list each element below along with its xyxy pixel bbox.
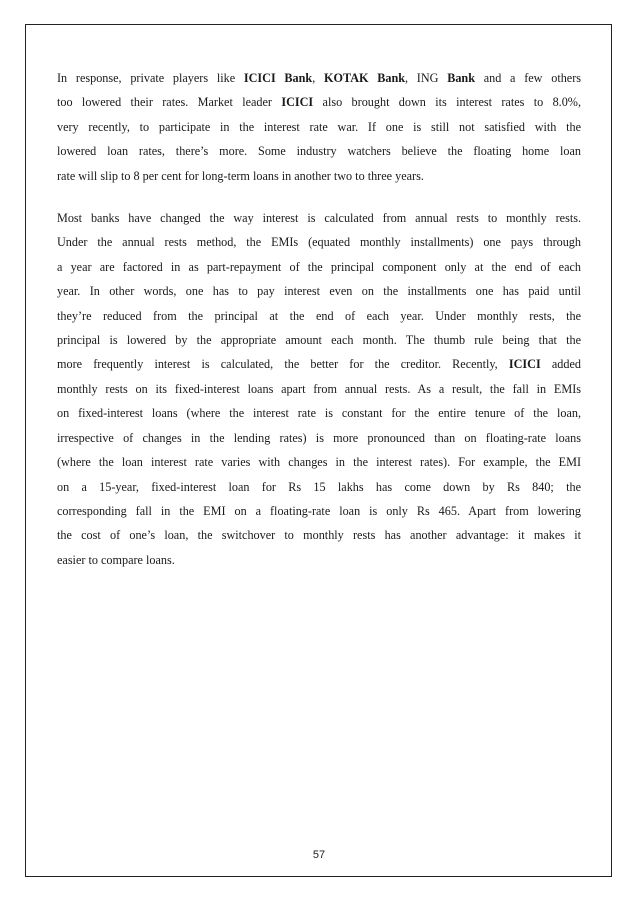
- text-line: [57, 499, 581, 523]
- text-line: [57, 328, 581, 352]
- text-run: the cost of one’s loan, the switchover to monthly rests has another advantage: it makes it: [57, 528, 581, 543]
- text-run: corresponding fall in the EMI on a floating-rate loan is only Rs 465. Apart from lowering: [57, 503, 581, 518]
- text-line: [57, 255, 581, 279]
- bold-text-run: ICICI: [508, 357, 541, 372]
- page-number: 57: [312, 849, 326, 861]
- text-run: on fixed-interest loans (where the interest rate is constant for the entire tenure of the loan,: [57, 406, 581, 421]
- text-run: lowered loan rates, there’s more. Some industry watchers believe the floating home loan: [57, 144, 581, 159]
- text-run: ,: [312, 71, 325, 85]
- bold-text-run: ICICI: [281, 95, 314, 110]
- text-run: easier to compare loans.: [57, 552, 175, 567]
- text-line: [57, 66, 581, 90]
- text-line: [57, 475, 581, 499]
- text-line: [57, 279, 581, 303]
- text-run: Most banks have changed the way interest is calculated from annual rests to monthly rests.: [57, 211, 581, 226]
- text-line: [57, 90, 581, 114]
- text-line: [57, 304, 581, 328]
- text-run: also brought down its interest rates to 8.0%,: [313, 95, 581, 110]
- text-line: [57, 164, 581, 188]
- text-run: principal is lowered by the appropriate amount each month. The thumb rule being that the: [57, 333, 581, 348]
- document-body: [57, 66, 581, 572]
- text-run: monthly rests on its fixed-interest loans apart from annual rests. As a result, the fall in EMIs: [57, 381, 581, 396]
- text-run: year. In other words, one has to pay interest even on the installments one has paid until: [57, 284, 581, 299]
- text-line: [57, 352, 581, 376]
- bold-text-run: Bank: [447, 71, 475, 85]
- text-line: [57, 523, 581, 547]
- text-line: [57, 377, 581, 401]
- text-line: [57, 426, 581, 450]
- text-run: on a 15-year, fixed-interest loan for Rs 15 lakhs has come down by Rs 840; the: [57, 479, 581, 494]
- text-run: they’re reduced from the principal at the end of each year. Under monthly rests, the: [57, 308, 581, 323]
- bold-text-run: ICICI Bank: [243, 71, 313, 85]
- paragraph-private-players: [57, 66, 581, 188]
- text-run: In response, private players like: [57, 71, 244, 85]
- text-run: , ING: [405, 71, 448, 85]
- text-line: [57, 115, 581, 139]
- text-line: [57, 139, 581, 163]
- text-line: [57, 206, 581, 230]
- text-run: added: [540, 357, 581, 372]
- text-run: very recently, to participate in the interest rate war. If one is still not satisfied with the: [57, 119, 581, 134]
- text-run: more frequently interest is calculated, the better for the creditor. Recently,: [57, 357, 509, 372]
- bold-text-run: KOTAK Bank: [324, 71, 405, 85]
- paragraph-gap: [57, 188, 581, 206]
- text-run: too lowered their rates. Market leader: [57, 95, 282, 110]
- text-run: a year are factored in as part-repayment of the principal component only at the end of each: [57, 259, 581, 274]
- text-run: and a few others: [474, 71, 582, 85]
- text-run: rate will slip to 8 per cent for long-term loans in another two to three years.: [57, 168, 424, 183]
- text-run: (where the loan interest rate varies with changes in the interest rates). For example, the EMI: [57, 455, 581, 470]
- text-run: Under the annual rests method, the EMIs (equated monthly installments) one pays through: [57, 235, 581, 250]
- text-line: [57, 401, 581, 425]
- text-run: irrespective of changes in the lending rates) is more pronounced than on floating-rate loans: [57, 430, 581, 445]
- text-line: [57, 450, 581, 474]
- text-line: [57, 230, 581, 254]
- text-line: [57, 548, 581, 572]
- paragraph-monthly-rests: [57, 206, 581, 572]
